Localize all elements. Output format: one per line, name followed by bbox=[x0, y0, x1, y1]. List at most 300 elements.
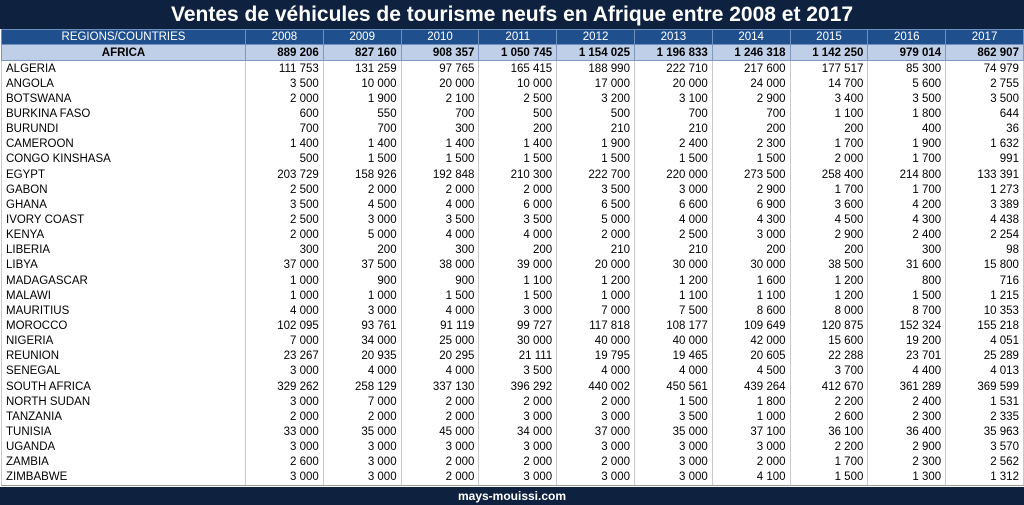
sales-cell: 4 000 bbox=[634, 364, 712, 379]
header-year: 2014 bbox=[712, 30, 790, 45]
sales-cell: 1 900 bbox=[557, 137, 635, 152]
sales-cell: 3 000 bbox=[557, 440, 635, 455]
sales-cell: 1 700 bbox=[790, 137, 868, 152]
sales-cell: 23 267 bbox=[246, 349, 324, 364]
sales-cell: 6 000 bbox=[479, 197, 557, 212]
sales-cell: 30 000 bbox=[712, 258, 790, 273]
sales-cell: 222 710 bbox=[634, 61, 712, 77]
sales-cell: 5 000 bbox=[557, 212, 635, 227]
sales-cell: 1 500 bbox=[634, 394, 712, 409]
sales-cell: 329 262 bbox=[246, 379, 324, 394]
sales-cell: 2 500 bbox=[246, 182, 324, 197]
sales-cell: 200 bbox=[790, 243, 868, 258]
table-row bbox=[2, 91, 1024, 106]
sales-cell: 900 bbox=[323, 273, 401, 288]
country-name: REUNION bbox=[2, 349, 246, 364]
sales-cell: 3 000 bbox=[246, 394, 324, 409]
sales-cell: 3 500 bbox=[246, 76, 324, 91]
sales-cell: 2 000 bbox=[246, 91, 324, 106]
sales-cell: 2 000 bbox=[479, 182, 557, 197]
sales-cell: 37 000 bbox=[246, 258, 324, 273]
sales-cell: 4 013 bbox=[946, 364, 1024, 379]
sales-cell: 2 000 bbox=[401, 182, 479, 197]
sales-cell: 1 400 bbox=[479, 137, 557, 152]
header-year: 2013 bbox=[634, 30, 712, 45]
country-name: KENYA bbox=[2, 228, 246, 243]
sales-cell: 716 bbox=[946, 273, 1024, 288]
sales-cell: 3 000 bbox=[479, 470, 557, 486]
header-year: 2017 bbox=[946, 30, 1024, 45]
sales-cell: 369 599 bbox=[946, 379, 1024, 394]
sales-cell: 1 000 bbox=[246, 273, 324, 288]
table-row bbox=[2, 349, 1024, 364]
sales-cell: 700 bbox=[246, 122, 324, 137]
total-cell: 979 014 bbox=[868, 45, 946, 61]
sales-cell: 3 600 bbox=[790, 197, 868, 212]
table-row bbox=[2, 424, 1024, 439]
sales-cell: 4 100 bbox=[712, 470, 790, 486]
sales-cell: 45 000 bbox=[401, 424, 479, 439]
sales-cell: 36 100 bbox=[790, 424, 868, 439]
sales-cell: 3 500 bbox=[868, 91, 946, 106]
sales-cell: 2 000 bbox=[401, 470, 479, 486]
sales-cell: 7 000 bbox=[246, 334, 324, 349]
footer-source: mays-mouissi.com bbox=[0, 487, 1024, 505]
sales-cell: 3 000 bbox=[479, 303, 557, 318]
sales-cell: 2 000 bbox=[712, 455, 790, 470]
sales-cell: 1 000 bbox=[712, 409, 790, 424]
sales-cell: 203 729 bbox=[246, 167, 324, 182]
sales-cell: 4 300 bbox=[868, 212, 946, 227]
sales-cell: 273 500 bbox=[712, 167, 790, 182]
sales-cell: 34 000 bbox=[479, 424, 557, 439]
sales-cell: 1 300 bbox=[868, 470, 946, 486]
sales-cell: 3 000 bbox=[479, 440, 557, 455]
sales-cell: 1 200 bbox=[790, 273, 868, 288]
sales-cell: 1 500 bbox=[323, 152, 401, 167]
sales-cell: 1 000 bbox=[323, 288, 401, 303]
sales-cell: 37 100 bbox=[712, 424, 790, 439]
sales-cell: 3 000 bbox=[323, 303, 401, 318]
sales-cell: 2 500 bbox=[246, 212, 324, 227]
sales-cell: 38 500 bbox=[790, 258, 868, 273]
sales-cell: 4 000 bbox=[401, 197, 479, 212]
sales-cell: 217 600 bbox=[712, 61, 790, 77]
sales-cell: 2 400 bbox=[868, 228, 946, 243]
sales-cell: 1 100 bbox=[634, 288, 712, 303]
sales-cell: 36 400 bbox=[868, 424, 946, 439]
sales-cell: 3 000 bbox=[246, 364, 324, 379]
country-name: TANZANIA bbox=[2, 409, 246, 424]
table-row bbox=[2, 228, 1024, 243]
sales-cell: 2 400 bbox=[868, 394, 946, 409]
country-name: NORTH SUDAN bbox=[2, 394, 246, 409]
sales-cell: 20 605 bbox=[712, 349, 790, 364]
sales-cell: 2 600 bbox=[790, 409, 868, 424]
total-cell: 1 050 745 bbox=[479, 45, 557, 61]
total-label: AFRICA bbox=[2, 45, 246, 61]
sales-cell: 25 289 bbox=[946, 349, 1024, 364]
sales-cell: 412 670 bbox=[790, 379, 868, 394]
sales-cell: 200 bbox=[712, 122, 790, 137]
table-row bbox=[2, 167, 1024, 182]
sales-cell: 3 500 bbox=[557, 182, 635, 197]
total-cell: 908 357 bbox=[401, 45, 479, 61]
sales-cell: 4 000 bbox=[557, 364, 635, 379]
sales-cell: 1 312 bbox=[946, 470, 1024, 486]
country-name: TUNISIA bbox=[2, 424, 246, 439]
sales-cell: 3 200 bbox=[557, 91, 635, 106]
sales-cell: 2 335 bbox=[946, 409, 1024, 424]
country-name: MAURITIUS bbox=[2, 303, 246, 318]
country-name: CAMEROON bbox=[2, 137, 246, 152]
sales-cell: 2 000 bbox=[401, 409, 479, 424]
sales-cell: 1 100 bbox=[712, 288, 790, 303]
sales-cell: 7 000 bbox=[557, 303, 635, 318]
sales-cell: 396 292 bbox=[479, 379, 557, 394]
sales-cell: 20 935 bbox=[323, 349, 401, 364]
sales-cell: 98 bbox=[946, 243, 1024, 258]
sales-cell: 361 289 bbox=[868, 379, 946, 394]
sales-cell: 200 bbox=[323, 243, 401, 258]
sales-cell: 85 300 bbox=[868, 61, 946, 77]
sales-cell: 3 000 bbox=[712, 440, 790, 455]
table-row bbox=[2, 440, 1024, 455]
sales-cell: 2 000 bbox=[323, 182, 401, 197]
country-name: ZIMBABWE bbox=[2, 470, 246, 486]
table-row bbox=[2, 379, 1024, 394]
sales-table bbox=[1, 29, 1024, 486]
sales-cell: 2 100 bbox=[401, 91, 479, 106]
sales-cell: 37 000 bbox=[557, 424, 635, 439]
sales-cell: 3 500 bbox=[401, 212, 479, 227]
sales-cell: 152 324 bbox=[868, 318, 946, 333]
sales-cell: 4 000 bbox=[401, 303, 479, 318]
sales-cell: 111 753 bbox=[246, 61, 324, 77]
sales-cell: 4 000 bbox=[634, 212, 712, 227]
sales-cell: 99 727 bbox=[479, 318, 557, 333]
sales-cell: 93 761 bbox=[323, 318, 401, 333]
sales-cell: 500 bbox=[557, 106, 635, 121]
country-name: MALAWI bbox=[2, 288, 246, 303]
sales-cell: 91 119 bbox=[401, 318, 479, 333]
sales-cell: 4 400 bbox=[868, 364, 946, 379]
country-name: GHANA bbox=[2, 197, 246, 212]
sales-cell: 3 000 bbox=[712, 228, 790, 243]
table-row bbox=[2, 288, 1024, 303]
sales-cell: 4 000 bbox=[246, 303, 324, 318]
header-year: 2011 bbox=[479, 30, 557, 45]
table-row bbox=[2, 122, 1024, 137]
sales-cell: 300 bbox=[868, 243, 946, 258]
sales-cell: 1 531 bbox=[946, 394, 1024, 409]
sales-cell: 2 000 bbox=[401, 455, 479, 470]
sales-cell: 6 900 bbox=[712, 197, 790, 212]
country-name: MOROCCO bbox=[2, 318, 246, 333]
sales-cell: 1 800 bbox=[868, 106, 946, 121]
sales-cell: 8 000 bbox=[790, 303, 868, 318]
sales-cell: 30 000 bbox=[479, 334, 557, 349]
total-cell: 862 907 bbox=[946, 45, 1024, 61]
sales-cell: 3 500 bbox=[479, 212, 557, 227]
table-row bbox=[2, 364, 1024, 379]
sales-cell: 210 bbox=[557, 122, 635, 137]
sales-cell: 4 000 bbox=[479, 228, 557, 243]
country-name: SENEGAL bbox=[2, 364, 246, 379]
sales-cell: 22 288 bbox=[790, 349, 868, 364]
sales-cell: 42 000 bbox=[712, 334, 790, 349]
sales-cell: 1 500 bbox=[479, 288, 557, 303]
sales-cell: 991 bbox=[946, 152, 1024, 167]
sales-cell: 450 561 bbox=[634, 379, 712, 394]
table-row bbox=[2, 137, 1024, 152]
sales-cell: 600 bbox=[246, 106, 324, 121]
sales-cell: 34 000 bbox=[323, 334, 401, 349]
sales-cell: 20 000 bbox=[557, 258, 635, 273]
sales-cell: 1 400 bbox=[246, 137, 324, 152]
sales-cell: 200 bbox=[479, 122, 557, 137]
sales-cell: 500 bbox=[246, 152, 324, 167]
table-row bbox=[2, 455, 1024, 470]
country-name: SOUTH AFRICA bbox=[2, 379, 246, 394]
total-cell: 1 196 833 bbox=[634, 45, 712, 61]
sales-cell: 2 900 bbox=[868, 440, 946, 455]
sales-cell: 1 100 bbox=[479, 273, 557, 288]
sales-cell: 400 bbox=[868, 122, 946, 137]
sales-cell: 900 bbox=[401, 273, 479, 288]
sales-cell: 2 000 bbox=[479, 394, 557, 409]
sales-cell: 1 400 bbox=[401, 137, 479, 152]
sales-cell: 10 353 bbox=[946, 303, 1024, 318]
total-cell: 1 246 318 bbox=[712, 45, 790, 61]
sales-cell: 1 200 bbox=[634, 273, 712, 288]
sales-cell: 210 300 bbox=[479, 167, 557, 182]
sales-cell: 337 130 bbox=[401, 379, 479, 394]
header-year: 2010 bbox=[401, 30, 479, 45]
country-name: BURUNDI bbox=[2, 122, 246, 137]
sales-cell: 2 000 bbox=[323, 409, 401, 424]
table-row bbox=[2, 197, 1024, 212]
sales-cell: 2 755 bbox=[946, 76, 1024, 91]
sales-cell: 1 273 bbox=[946, 182, 1024, 197]
sales-cell: 258 129 bbox=[323, 379, 401, 394]
sales-cell: 2 000 bbox=[479, 455, 557, 470]
sales-cell: 20 000 bbox=[401, 76, 479, 91]
table-row bbox=[2, 258, 1024, 273]
sales-cell: 258 400 bbox=[790, 167, 868, 182]
sales-cell: 8 600 bbox=[712, 303, 790, 318]
sales-cell: 40 000 bbox=[557, 334, 635, 349]
sales-cell: 440 002 bbox=[557, 379, 635, 394]
table-row bbox=[2, 409, 1024, 424]
sales-cell: 108 177 bbox=[634, 318, 712, 333]
sales-cell: 21 111 bbox=[479, 349, 557, 364]
sales-cell: 4 438 bbox=[946, 212, 1024, 227]
sales-cell: 1 500 bbox=[479, 152, 557, 167]
sales-cell: 74 979 bbox=[946, 61, 1024, 77]
sales-cell: 300 bbox=[401, 243, 479, 258]
sales-cell: 644 bbox=[946, 106, 1024, 121]
sales-cell: 4 500 bbox=[712, 364, 790, 379]
sales-cell: 30 000 bbox=[634, 258, 712, 273]
sales-cell: 3 000 bbox=[323, 455, 401, 470]
sales-cell: 2 000 bbox=[557, 455, 635, 470]
sales-cell: 177 517 bbox=[790, 61, 868, 77]
country-name: MADAGASCAR bbox=[2, 273, 246, 288]
sales-cell: 439 264 bbox=[712, 379, 790, 394]
sales-cell: 3 389 bbox=[946, 197, 1024, 212]
table-row bbox=[2, 76, 1024, 91]
table-row bbox=[2, 318, 1024, 333]
sales-cell: 3 500 bbox=[479, 364, 557, 379]
sales-cell: 10 000 bbox=[323, 76, 401, 91]
sales-cell: 3 500 bbox=[246, 197, 324, 212]
sales-cell: 1 500 bbox=[790, 470, 868, 486]
sales-cell: 1 500 bbox=[868, 288, 946, 303]
country-name: ALGERIA bbox=[2, 61, 246, 77]
sales-cell: 1 900 bbox=[323, 91, 401, 106]
sales-cell: 2 200 bbox=[790, 394, 868, 409]
sales-cell: 3 570 bbox=[946, 440, 1024, 455]
sales-cell: 3 000 bbox=[323, 470, 401, 486]
total-cell: 889 206 bbox=[246, 45, 324, 61]
sales-cell: 1 700 bbox=[790, 182, 868, 197]
sales-cell: 1 500 bbox=[401, 288, 479, 303]
sales-cell: 4 000 bbox=[401, 228, 479, 243]
sales-cell: 800 bbox=[868, 273, 946, 288]
country-name: LIBYA bbox=[2, 258, 246, 273]
sales-cell: 700 bbox=[712, 106, 790, 121]
sales-cell: 1 200 bbox=[557, 273, 635, 288]
sales-cell: 4 300 bbox=[712, 212, 790, 227]
sales-cell: 300 bbox=[401, 122, 479, 137]
sales-cell: 3 100 bbox=[634, 91, 712, 106]
sales-cell: 33 000 bbox=[246, 424, 324, 439]
sales-cell: 23 701 bbox=[868, 349, 946, 364]
sales-cell: 15 800 bbox=[946, 258, 1024, 273]
sales-cell: 35 000 bbox=[634, 424, 712, 439]
sales-cell: 188 990 bbox=[557, 61, 635, 77]
sales-cell: 37 500 bbox=[323, 258, 401, 273]
sales-cell: 2 254 bbox=[946, 228, 1024, 243]
table-row bbox=[2, 61, 1024, 77]
sales-cell: 20 000 bbox=[634, 76, 712, 91]
sales-cell: 2 300 bbox=[868, 409, 946, 424]
sales-cell: 14 700 bbox=[790, 76, 868, 91]
sales-cell: 25 000 bbox=[401, 334, 479, 349]
sales-cell: 2 900 bbox=[790, 228, 868, 243]
sales-cell: 40 000 bbox=[634, 334, 712, 349]
sales-cell: 3 500 bbox=[946, 91, 1024, 106]
sales-cell: 97 765 bbox=[401, 61, 479, 77]
country-name: ZAMBIA bbox=[2, 455, 246, 470]
sales-cell: 2 900 bbox=[712, 91, 790, 106]
sales-cell: 1 800 bbox=[712, 394, 790, 409]
table-row bbox=[2, 243, 1024, 258]
sales-cell: 1 000 bbox=[557, 288, 635, 303]
sales-cell: 19 465 bbox=[634, 349, 712, 364]
sales-cell: 1 500 bbox=[557, 152, 635, 167]
sales-cell: 2 000 bbox=[401, 394, 479, 409]
sales-cell: 2 300 bbox=[868, 455, 946, 470]
country-rows bbox=[2, 61, 1024, 486]
sales-cell: 210 bbox=[634, 122, 712, 137]
country-name: CONGO KINSHASA bbox=[2, 152, 246, 167]
sales-cell: 300 bbox=[246, 243, 324, 258]
total-cell: 1 142 250 bbox=[790, 45, 868, 61]
sales-cell: 3 000 bbox=[634, 440, 712, 455]
sales-cell: 109 649 bbox=[712, 318, 790, 333]
sales-cell: 5 600 bbox=[868, 76, 946, 91]
sales-cell: 102 095 bbox=[246, 318, 324, 333]
sales-cell: 4 500 bbox=[790, 212, 868, 227]
sales-cell: 131 259 bbox=[323, 61, 401, 77]
sales-cell: 1 200 bbox=[790, 288, 868, 303]
sales-cell: 20 295 bbox=[401, 349, 479, 364]
sales-cell: 1 100 bbox=[790, 106, 868, 121]
country-name: IVORY COAST bbox=[2, 212, 246, 227]
sales-cell: 200 bbox=[712, 243, 790, 258]
sales-cell: 1 400 bbox=[323, 137, 401, 152]
sales-cell: 6 500 bbox=[557, 197, 635, 212]
sales-cell: 3 000 bbox=[634, 470, 712, 486]
sales-cell: 222 700 bbox=[557, 167, 635, 182]
sales-cell: 35 963 bbox=[946, 424, 1024, 439]
sales-cell: 158 926 bbox=[323, 167, 401, 182]
country-name: UGANDA bbox=[2, 440, 246, 455]
sales-cell: 4 200 bbox=[868, 197, 946, 212]
table-row bbox=[2, 303, 1024, 318]
sales-cell: 1 700 bbox=[790, 455, 868, 470]
sales-cell: 3 000 bbox=[479, 409, 557, 424]
sales-cell: 3 400 bbox=[790, 91, 868, 106]
sales-cell: 6 600 bbox=[634, 197, 712, 212]
sales-cell: 210 bbox=[634, 243, 712, 258]
sales-cell: 2 500 bbox=[634, 228, 712, 243]
sales-cell: 2 900 bbox=[712, 182, 790, 197]
header-year: 2008 bbox=[246, 30, 324, 45]
sales-cell: 3 000 bbox=[557, 470, 635, 486]
country-name: BURKINA FASO bbox=[2, 106, 246, 121]
country-name: NIGERIA bbox=[2, 334, 246, 349]
sales-cell: 2 600 bbox=[246, 455, 324, 470]
sales-cell: 24 000 bbox=[712, 76, 790, 91]
total-cell: 1 154 025 bbox=[557, 45, 635, 61]
header-regions-label: REGIONS/COUNTRIES bbox=[2, 30, 246, 45]
table-row bbox=[2, 273, 1024, 288]
header-year: 2012 bbox=[557, 30, 635, 45]
sales-cell: 2 200 bbox=[790, 440, 868, 455]
sales-cell: 1 700 bbox=[868, 152, 946, 167]
sales-cell: 3 500 bbox=[634, 409, 712, 424]
header-row bbox=[2, 30, 1024, 45]
sales-cell: 214 800 bbox=[868, 167, 946, 182]
sales-cell: 3 000 bbox=[246, 440, 324, 455]
sales-cell: 4 500 bbox=[323, 197, 401, 212]
country-name: ANGOLA bbox=[2, 76, 246, 91]
sales-cell: 550 bbox=[323, 106, 401, 121]
header-year: 2009 bbox=[323, 30, 401, 45]
sales-cell: 200 bbox=[790, 122, 868, 137]
sales-cell: 4 051 bbox=[946, 334, 1024, 349]
table-row bbox=[2, 334, 1024, 349]
table-row bbox=[2, 152, 1024, 167]
sales-cell: 120 875 bbox=[790, 318, 868, 333]
sales-cell: 3 000 bbox=[634, 182, 712, 197]
sales-cell: 1 215 bbox=[946, 288, 1024, 303]
country-name: BOTSWANA bbox=[2, 91, 246, 106]
sales-cell: 3 000 bbox=[401, 440, 479, 455]
